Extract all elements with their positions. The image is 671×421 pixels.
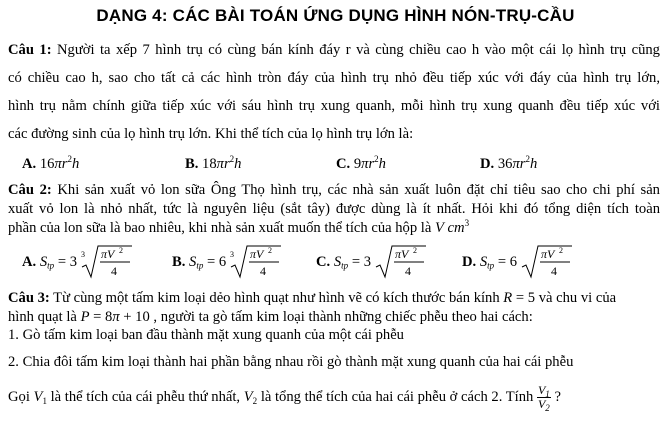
q2-option-c-letter: C. [316, 254, 331, 270]
q1-option-a-coef: 16 [39, 156, 55, 172]
square-root-sign [375, 243, 427, 281]
svg-text:πV: πV [249, 247, 264, 261]
q1-option-c-coef: 9 [353, 156, 362, 172]
q2-option-c-coef: 3 [363, 254, 372, 270]
q1-option-c-letter: C. [336, 156, 351, 172]
q2-text-1: Khi sản xuất vỏ lon sữa Ông Thọ hình trụ, các nhà sản xuất luôn đặt chỉ tiêu sao cho chi phí sản [57, 182, 660, 198]
q1-option-b-letter: B. [185, 156, 199, 172]
q1-option-d-letter: D. [480, 156, 495, 172]
q1-line-2: có chiều cao h, sao cho tất cả các hình tròn đáy của hình trụ nhỏ đều tiếp xúc với đáy của hình trụ lớn, [8, 70, 660, 86]
q2-line-2: xuất vỏ lon là nhỏ nhất, tức là nguyên liệu (sắt tây) được dùng là ít nhất. Hỏi khi đó tổng diện tích toàn [8, 201, 660, 217]
q3-label: Câu 3: [8, 290, 50, 306]
q1-text-1: Người ta xếp 7 hình trụ có cùng bán kính đáy r và cùng chiều cao h vào một cái lọ hình trụ cũng [57, 42, 660, 58]
svg-text:πV: πV [100, 247, 115, 261]
q2-option-a-letter: A. [22, 254, 37, 270]
q2-line-1 [8, 181, 660, 199]
svg-text:3: 3 [229, 250, 234, 259]
q1-option-a[interactable]: A. $16\pi r^2h$ [22, 154, 80, 172]
q2-text-3: phần của lon sữa là bao nhiêu, khi nhà sản xuất muốn thể tích của hộp là [8, 220, 432, 236]
svg-text:4: 4 [259, 264, 266, 278]
q3-text-1-tail: và chu vi của [538, 290, 617, 306]
svg-text:πV: πV [540, 247, 555, 261]
svg-text:3: 3 [80, 250, 85, 259]
q1-option-c[interactable]: C. $9\pi r^2h$ [336, 154, 386, 172]
q2-option-a-coef: 3 [69, 254, 78, 270]
svg-text:4: 4 [550, 264, 557, 278]
svg-text:2: 2 [118, 246, 123, 255]
q2-option-b-letter: B. [172, 254, 186, 270]
q2-option-d-letter: D. [462, 254, 477, 270]
cube-root-sign [81, 243, 133, 281]
q1-option-d[interactable]: D. $36\pi r^2h$ [480, 154, 538, 172]
q3-line-1: Câu 3: Từ cùng một tấm kim loại dẻo hình quạt như hình vẽ có kích thước bán kính R = 5 và chu vi của [8, 290, 617, 306]
q2-option-a[interactable]: A. $S_{tp} = 3$ 3 πV 2 4 [22, 243, 133, 283]
q3-last-line: Gọi $V_1$ là thể tích của cái phễu thứ nhất, $V_2$ là tổng thể tích của hai cái phễu ở cách 2. Tính $\frac{V_1}{V_2}$ ? [8, 383, 561, 413]
svg-text:2: 2 [267, 246, 272, 255]
q3-last-c: là tổng thể tích của hai cái phễu ở cách 2. Tính [260, 388, 534, 405]
page-title: DẠNG 4: CÁC BÀI TOÁN ỨNG DỤNG HÌNH NÓN-TRỤ-CẦU [96, 6, 575, 25]
q3-text-2a: hình quạt là [8, 309, 77, 325]
q3-last-d: ? [554, 388, 561, 405]
q2-label: Câu 2: [8, 182, 52, 198]
q3-last-b: là thể tích của cái phễu thứ nhất, [50, 388, 241, 405]
q1-line-1 [8, 41, 660, 59]
q1-option-a-letter: A. [22, 156, 37, 172]
q2-option-d-coef: 6 [509, 254, 518, 270]
q3-item-1: 1. Gò tấm kim loại ban đầu thành mặt xung quanh của một cái phễu [8, 327, 404, 343]
q1-label: Câu 1: [8, 42, 52, 58]
q1-line-4: các đường sinh của lọ hình trụ lớn. Khi thể tích của lọ hình trụ lớn là: [8, 126, 414, 142]
q3-item-2: 2. Chia đôi tấm kim loại thành hai phần bằng nhau rồi gò thành mặt xung quanh của hai cái phễu [8, 354, 574, 370]
q2-option-d[interactable]: D. $S_{tp} = 6$ πV 2 4 [462, 243, 573, 283]
cube-root-sign [230, 243, 282, 281]
svg-text:2: 2 [412, 246, 417, 255]
svg-text:4: 4 [110, 264, 117, 278]
square-root-sign [521, 243, 573, 281]
q3-text-2b: , người ta gò tấm kim loại thành những chiếc phễu theo hai cách: [153, 309, 533, 325]
q2-option-b-coef: 6 [218, 254, 227, 270]
q2-option-c[interactable]: C. $S_{tp} = 3$ πV 2 4 [316, 243, 427, 283]
q3-line-2: hình quạt là P = 8π + 10 , người ta gò tấm kim loại thành những chiếc phễu theo hai cách: [8, 309, 533, 325]
svg-text:2: 2 [558, 246, 563, 255]
q1-option-b[interactable]: B. $18\pi r^2h$ [185, 154, 242, 172]
v1-over-v2-fraction: $\frac{V_1}{V_2}$ [537, 383, 550, 413]
svg-text:πV: πV [394, 247, 409, 261]
q2-line-3: phần của lon sữa là bao nhiêu, khi nhà sản xuất muốn thể tích của hộp là V $cm^3$ [8, 218, 470, 236]
q3-text-1: Từ cùng một tấm kim loại dẻo hình quạt như hình vẽ có kích thước bán kính [53, 290, 500, 306]
q2-option-b[interactable]: B. $S_{tp} = 6$ 3 πV 2 4 [172, 243, 282, 283]
q1-option-b-coef: 18 [202, 156, 217, 172]
svg-text:4: 4 [404, 264, 411, 278]
q3-last-a: Gọi [8, 388, 30, 405]
q1-line-3: hình trụ nằm chính giữa tiếp xúc với sáu hình trụ xung quanh, mỗi hình trụ xung quanh đều tiếp xúc với [8, 98, 660, 114]
q1-option-d-coef: 36 [497, 156, 513, 172]
